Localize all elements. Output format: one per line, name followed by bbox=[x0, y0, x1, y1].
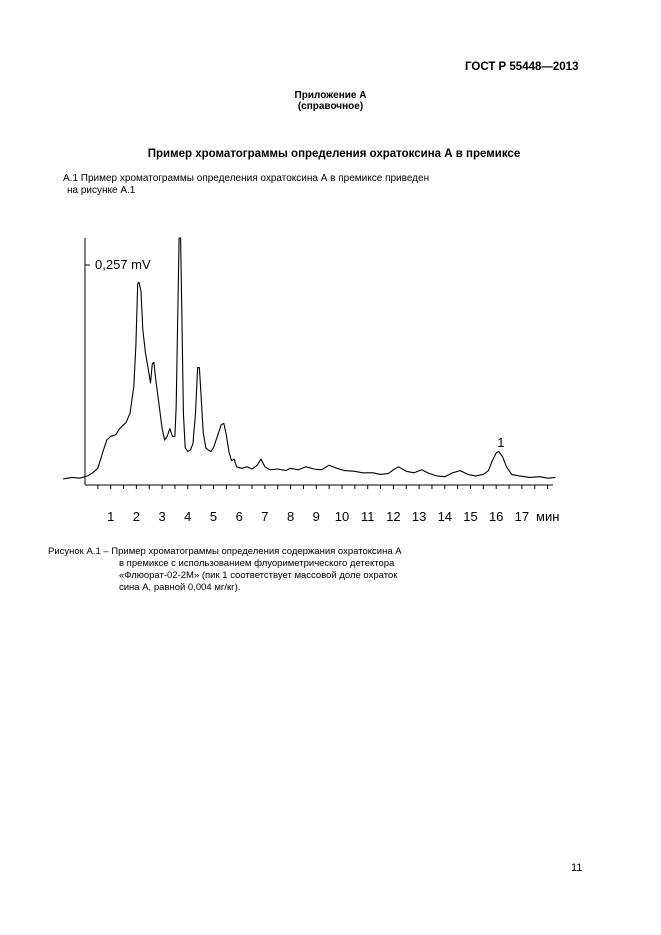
x-tick-label: 12 bbox=[386, 509, 401, 524]
figure-caption-line: «Флюорат-02-2М» (пик 1 соответствует массовой доле охраток bbox=[119, 570, 398, 581]
page-number: 11 bbox=[571, 862, 583, 874]
annex-note: (справочное) bbox=[297, 101, 364, 112]
x-tick-label: 16 bbox=[488, 509, 504, 524]
section-title: Пример хроматограммы определения охратоксина А в премиксе bbox=[147, 148, 521, 160]
x-tick-label: 8 bbox=[286, 509, 295, 524]
x-tick-label: 9 bbox=[312, 509, 320, 524]
x-tick-label: 10 bbox=[334, 509, 350, 524]
x-tick-labels bbox=[107, 509, 529, 524]
chromatogram-trace bbox=[63, 238, 555, 479]
annex-title: Приложение А bbox=[294, 90, 367, 101]
chromatogram-chart bbox=[0, 220, 661, 530]
figure-caption-line: Рисунок А.1 – Пример хроматограммы определения содержания охратоксина А bbox=[48, 546, 402, 557]
x-tick-label: 5 bbox=[209, 509, 218, 524]
figure-caption bbox=[48, 546, 402, 594]
intro-paragraph-line: на рисунке А.1 bbox=[67, 184, 136, 196]
figure-caption-line: сина А, равной 0,004 мг/кг). bbox=[119, 582, 241, 593]
x-tick-marks bbox=[98, 485, 548, 489]
standard-code: ГОСТ Р 55448—2013 bbox=[465, 61, 579, 73]
figure-caption-line: в премиксе с использованием флуориметрического детектора bbox=[119, 558, 395, 569]
intro-paragraph bbox=[63, 173, 429, 196]
x-tick-label: 4 bbox=[184, 509, 192, 524]
x-tick-label: 17 bbox=[514, 509, 530, 524]
intro-paragraph-line: А.1 Пример хроматограммы определения охратоксина А в премиксе приведен bbox=[63, 173, 430, 184]
x-axis-unit-label: мин bbox=[536, 509, 560, 524]
x-tick-label: 11 bbox=[360, 509, 375, 524]
x-tick-label: 2 bbox=[132, 509, 141, 524]
x-tick-label: 3 bbox=[158, 509, 166, 524]
x-tick-label: 13 bbox=[411, 509, 427, 524]
x-tick-label: 15 bbox=[463, 509, 478, 524]
x-tick-label: 6 bbox=[235, 509, 243, 524]
peak-annotation-label: 1 bbox=[497, 435, 505, 450]
x-tick-label: 7 bbox=[261, 509, 269, 524]
x-tick-label: 1 bbox=[107, 509, 115, 524]
scale-label: 0,257 mV bbox=[95, 257, 151, 272]
x-tick-label: 14 bbox=[437, 509, 453, 524]
